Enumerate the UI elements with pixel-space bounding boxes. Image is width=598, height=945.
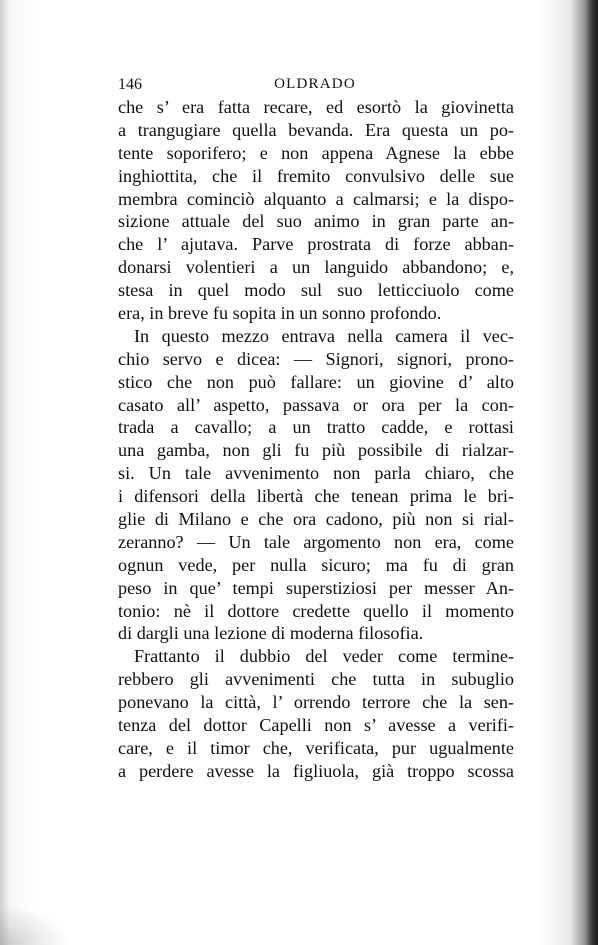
text-line: tenza del dottor Capelli non s’ avesse a verifi-: [118, 715, 514, 736]
text-line: una gamba, non gli fu più possibile di rialzar-: [118, 440, 514, 461]
running-title: OLDRADO: [274, 76, 356, 92]
text-line: sizione attuale del suo animo in gran parte an-: [118, 211, 514, 232]
text-line: tente soporifero; e non appena Agnese la ebbe: [118, 142, 514, 163]
text-line: stesa in quel modo sul suo letticciuolo come: [118, 280, 514, 301]
page-number: 146: [118, 76, 142, 93]
text-line: In questo mezzo entrava nella camera il vec-: [134, 325, 514, 346]
text-line: a perdere avesse la figliuola, già troppo scossa: [118, 760, 514, 781]
text-line: era, in breve fu sopita in un sonno profondo.: [118, 303, 442, 324]
text-line: si. Un tale avvenimento non parla chiaro, che: [118, 463, 514, 484]
text-line: che l’ ajutava. Parve prostrata di forze abban-: [118, 234, 514, 255]
text-line: che s’ era fatta recare, ed esortò la giovinetta: [118, 97, 514, 117]
text-line: casato all’ aspetto, passava or ora per la con-: [118, 394, 514, 415]
text-line: a trangugiare quella bevanda. Era questa un po-: [118, 119, 514, 140]
text-line: inghiottita, che il fremito convulsivo delle sue: [118, 165, 514, 186]
text-line: trada a cavallo; a un tratto cadde, e rottasi: [118, 417, 514, 438]
page-corner-stain: [0, 905, 70, 945]
text-line: peso in que’ tempi superstiziosi per messer An-: [118, 577, 514, 598]
text-line: glie di Milano e che ora cadono, più non si rial-: [118, 509, 514, 530]
text-line: membra cominciò alquanto a calmarsi; e la dispo-: [118, 188, 514, 209]
text-line: i difensori della libertà che tenean prima le bri-: [118, 486, 514, 507]
body-text: [118, 96, 514, 783]
text-line: zeranno? — Un tale argomento non era, come: [118, 531, 514, 552]
text-line: stico che non può fallare: un giovine d’ alto: [118, 371, 514, 392]
text-line: tonio: nè il dottore credette quello il momento: [118, 600, 514, 621]
text-line: rebbero gli avvenimenti che tutta in subuglio: [118, 669, 514, 690]
text-line: ponevano la città, l’ orrendo terrore che la sen-: [118, 692, 514, 713]
page-gutter-shadow: [0, 0, 10, 945]
text-line: care, e il timor che, verificata, pur ugualmente: [118, 737, 514, 758]
running-head: [118, 76, 512, 96]
text-line: chio servo e dicea: — Signori, signori, prono-: [118, 348, 514, 369]
text-line: donarsi volentieri a un languido abbandono; e,: [118, 257, 514, 278]
text-line: ognun vede, per nulla sicuro; ma fu di gran: [118, 554, 514, 575]
text-line: Frattanto il dubbio del veder come termine-: [134, 646, 514, 667]
text-line: di dargli una lezione di moderna filosofia.: [118, 623, 424, 644]
